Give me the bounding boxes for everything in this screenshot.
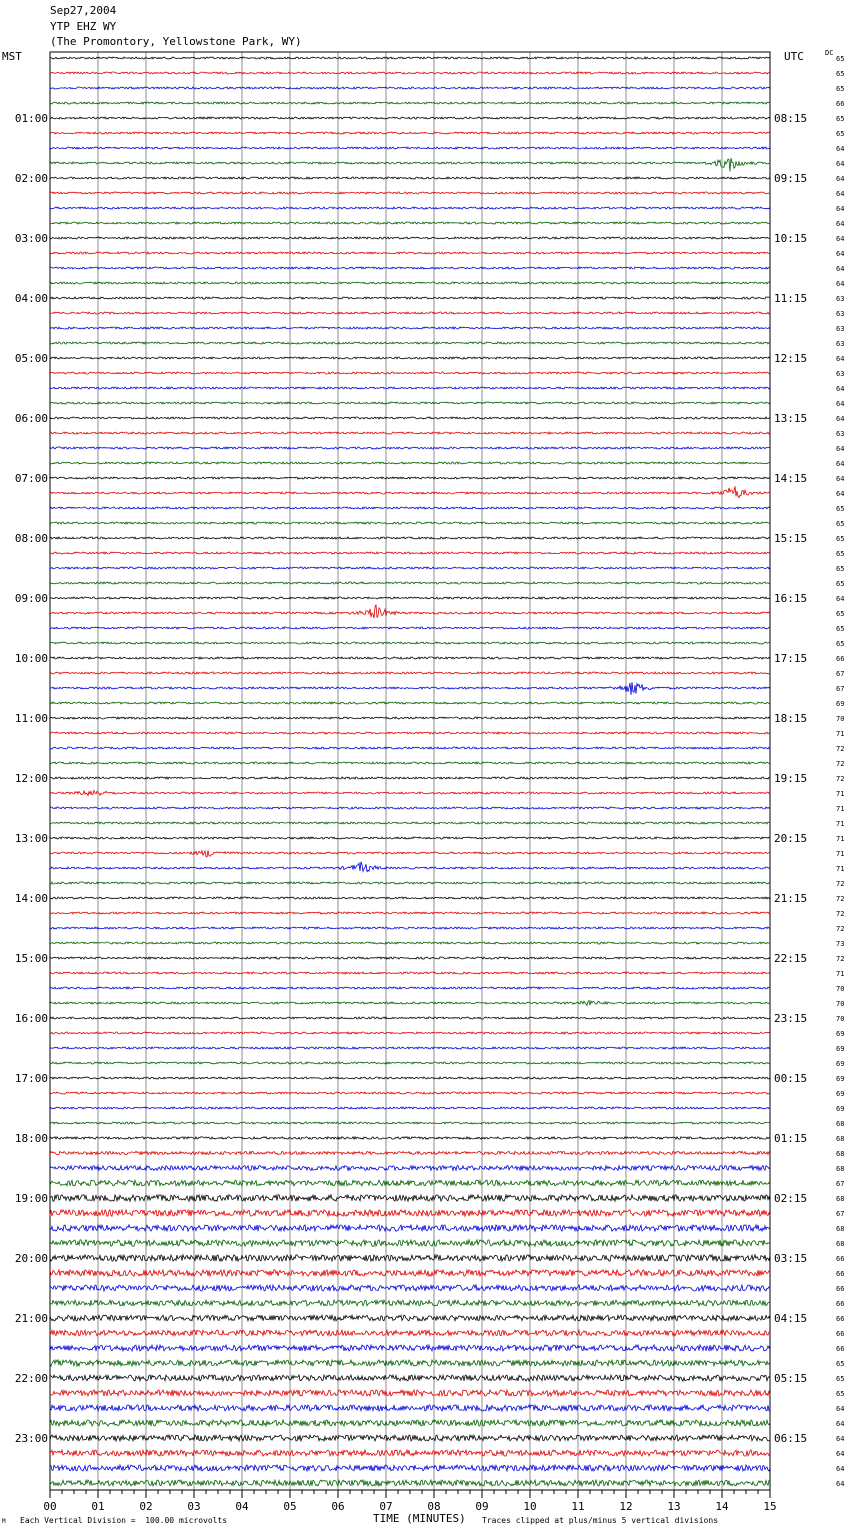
dc-offset-label: 64 <box>836 400 845 408</box>
left-hour-label: 17:00 <box>14 1072 48 1085</box>
dc-offset-label: 65 <box>836 55 845 63</box>
right-hour-label: 12:15 <box>774 352 808 365</box>
left-hour-label: 20:00 <box>14 1252 48 1265</box>
seismic-trace <box>50 222 770 224</box>
dc-offset-label: 64 <box>836 595 845 603</box>
left-hour-label: 10:00 <box>14 652 48 665</box>
dc-offset-label: 65 <box>836 115 845 123</box>
dc-offset-label: 64 <box>836 1405 845 1413</box>
dc-offset-label: 69 <box>836 1060 845 1068</box>
x-tick-label: 13 <box>667 1500 681 1513</box>
dc-offset-label: 65 <box>836 1360 845 1368</box>
seismic-trace <box>50 682 770 695</box>
seismic-trace <box>50 1210 770 1216</box>
seismic-trace <box>50 791 770 796</box>
seismic-trace <box>50 1345 770 1351</box>
seismic-trace <box>50 1435 770 1441</box>
right-hour-label: 21:15 <box>774 892 808 905</box>
right-hour-label: 17:15 <box>774 652 808 665</box>
seismic-trace <box>50 147 770 149</box>
dc-offset-label: 64 <box>836 205 845 213</box>
x-tick-label: 08 <box>427 1500 441 1513</box>
seismic-trace <box>50 822 770 824</box>
seismic-trace <box>50 387 770 389</box>
dc-offset-label: 65 <box>836 535 845 543</box>
x-tick-label: 04 <box>235 1500 249 1513</box>
right-hour-label: 00:15 <box>774 1072 808 1085</box>
right-hour-label: 09:15 <box>774 172 808 185</box>
x-tick-label: 01 <box>91 1500 105 1513</box>
dc-offset-label: 65 <box>836 1390 845 1398</box>
seismic-trace <box>50 357 770 359</box>
right-hour-label: 04:15 <box>774 1312 808 1325</box>
seismic-trace <box>50 1390 770 1396</box>
seismic-trace <box>50 642 770 644</box>
seismic-trace <box>50 1151 770 1154</box>
dc-offset-label: 65 <box>836 610 845 618</box>
dc-offset-label: 65 <box>836 520 845 528</box>
seismic-trace <box>50 417 770 419</box>
seismic-trace <box>50 882 770 884</box>
seismic-trace <box>50 657 770 659</box>
seismic-trace <box>50 1195 770 1201</box>
right-hour-label: 02:15 <box>774 1192 808 1205</box>
seismic-trace <box>50 1330 770 1336</box>
right-hour-label: 22:15 <box>774 952 808 965</box>
dc-offset-label: 65 <box>836 130 845 138</box>
left-hour-label: 13:00 <box>14 832 48 845</box>
seismic-trace <box>50 1001 770 1006</box>
seismic-trace <box>50 1270 770 1276</box>
dc-offset-label: 64 <box>836 280 845 288</box>
seismic-trace <box>50 57 770 59</box>
seismic-trace <box>50 1240 770 1246</box>
x-tick-label: 07 <box>379 1500 393 1513</box>
dc-offset-label: 65 <box>836 85 845 93</box>
dc-offset-label: 64 <box>836 1480 845 1488</box>
seismic-trace <box>50 927 770 929</box>
seismic-trace <box>50 432 770 434</box>
header-date: Sep27,2004 <box>50 4 117 17</box>
dc-offset-label: 66 <box>836 100 845 108</box>
dc-offset-label: 64 <box>836 1465 845 1473</box>
right-hour-label: 11:15 <box>774 292 808 305</box>
dc-offset-label: 72 <box>836 880 845 888</box>
right-hour-label: 13:15 <box>774 412 808 425</box>
seismic-trace <box>50 1225 770 1231</box>
seismic-trace <box>50 762 770 764</box>
dc-offset-label: 72 <box>836 925 845 933</box>
right-hour-label: 05:15 <box>774 1372 808 1385</box>
seismic-trace <box>50 192 770 194</box>
dc-offset-label: 64 <box>836 160 845 168</box>
dc-offset-label: 64 <box>836 235 845 243</box>
dc-offset-label: 68 <box>836 1195 845 1203</box>
right-hour-label: 16:15 <box>774 592 808 605</box>
dc-offset-label: 71 <box>836 865 845 873</box>
seismic-trace <box>50 87 770 89</box>
dc-offset-label: 68 <box>836 1225 845 1233</box>
left-hour-label: 04:00 <box>14 292 48 305</box>
dc-offset-label: 68 <box>836 1135 845 1143</box>
x-tick-label: 14 <box>715 1500 729 1513</box>
x-tick-label: 06 <box>331 1500 345 1513</box>
x-tick-label: 09 <box>475 1500 489 1513</box>
dc-offset-label: 64 <box>836 265 845 273</box>
seismic-trace <box>50 1032 770 1034</box>
seismic-trace <box>50 372 770 374</box>
dc-offset-label: 64 <box>836 145 845 153</box>
seismic-trace <box>50 117 770 119</box>
header-station: YTP EHZ WY <box>50 20 117 33</box>
seismic-trace <box>50 1450 770 1456</box>
seismic-trace <box>50 1375 770 1381</box>
dc-label: DC <box>825 49 834 57</box>
x-tick-label: 03 <box>187 1500 201 1513</box>
right-hour-label: 06:15 <box>774 1432 808 1445</box>
dc-offset-label: 65 <box>836 565 845 573</box>
x-tick-label: 02 <box>139 1500 153 1513</box>
dc-offset-label: 71 <box>836 850 845 858</box>
left-hour-label: 09:00 <box>14 592 48 605</box>
seismic-trace <box>50 522 770 524</box>
left-hour-label: 23:00 <box>14 1432 48 1445</box>
seismic-trace <box>50 1062 770 1064</box>
right-hour-label: 15:15 <box>774 532 808 545</box>
left-hour-label: 02:00 <box>14 172 48 185</box>
dc-offset-label: 63 <box>836 340 845 348</box>
seismic-trace <box>50 267 770 269</box>
dc-offset-label: 63 <box>836 310 845 318</box>
left-hour-label: 03:00 <box>14 232 48 245</box>
x-tick-label: 15 <box>763 1500 777 1513</box>
seismic-trace <box>50 447 770 449</box>
left-hour-label: 14:00 <box>14 892 48 905</box>
dc-offset-label: 65 <box>836 70 845 78</box>
dc-offset-label: 66 <box>836 655 845 663</box>
seismic-trace <box>50 597 770 599</box>
dc-offset-label: 69 <box>836 1030 845 1038</box>
dc-offset-label: 64 <box>836 190 845 198</box>
dc-offset-label: 64 <box>836 1420 845 1428</box>
dc-offset-label: 65 <box>836 625 845 633</box>
seismic-trace <box>50 1122 770 1124</box>
left-hour-label: 11:00 <box>14 712 48 725</box>
dc-offset-label: 66 <box>836 1315 845 1323</box>
seismic-trace <box>50 702 770 704</box>
dc-offset-label: 66 <box>836 1345 845 1353</box>
dc-offset-label: 72 <box>836 895 845 903</box>
dc-offset-label: 63 <box>836 295 845 303</box>
dc-offset-label: 72 <box>836 955 845 963</box>
left-hour-label: 19:00 <box>14 1192 48 1205</box>
seismic-trace <box>50 327 770 329</box>
utc-label: UTC <box>784 50 804 63</box>
left-hour-label: 07:00 <box>14 472 48 485</box>
dc-offset-label: 65 <box>836 550 845 558</box>
right-hour-label: 03:15 <box>774 1252 808 1265</box>
seismic-trace <box>50 957 770 959</box>
seismic-trace <box>50 252 770 254</box>
seismic-trace <box>50 1017 770 1019</box>
seismic-trace <box>50 237 770 239</box>
dc-offset-label: 66 <box>836 1270 845 1278</box>
seismic-trace <box>50 158 770 171</box>
x-tick-label: 12 <box>619 1500 633 1513</box>
left-hour-label: 22:00 <box>14 1372 48 1385</box>
seismic-trace <box>50 987 770 989</box>
right-hour-label: 10:15 <box>774 232 808 245</box>
x-tick-label: 00 <box>43 1500 57 1513</box>
seismic-trace <box>50 912 770 914</box>
seismic-trace <box>50 1180 770 1186</box>
seismic-trace <box>50 862 770 872</box>
left-hour-label: 06:00 <box>14 412 48 425</box>
seismic-trace <box>50 850 770 857</box>
footer-mark: M <box>2 1518 6 1525</box>
left-hour-label: 21:00 <box>14 1312 48 1325</box>
dc-offset-label: 72 <box>836 760 845 768</box>
dc-offset-label: 64 <box>836 250 845 258</box>
seismic-trace <box>50 732 770 734</box>
seismic-trace <box>50 1047 770 1049</box>
dc-offset-label: 64 <box>836 1450 845 1458</box>
seismic-trace <box>50 777 770 779</box>
dc-offset-label: 64 <box>836 1435 845 1443</box>
dc-offset-label: 67 <box>836 1210 845 1218</box>
seismic-trace <box>50 747 770 749</box>
seismic-trace <box>50 342 770 344</box>
x-axis-title: TIME (MINUTES) <box>373 1512 466 1525</box>
seismic-trace <box>50 897 770 899</box>
dc-offset-label: 64 <box>836 460 845 468</box>
seismic-trace <box>50 1107 770 1109</box>
dc-offset-label: 72 <box>836 775 845 783</box>
clip-note: Traces clipped at plus/minus 5 vertical divisions <box>482 1516 719 1525</box>
seismic-trace <box>50 717 770 719</box>
x-tick-label: 05 <box>283 1500 297 1513</box>
dc-offset-label: 69 <box>836 1045 845 1053</box>
dc-offset-label: 71 <box>836 970 845 978</box>
dc-offset-label: 69 <box>836 1090 845 1098</box>
dc-offset-label: 71 <box>836 820 845 828</box>
seismic-trace <box>50 486 770 498</box>
dc-offset-label: 70 <box>836 715 845 723</box>
seismic-trace <box>50 537 770 539</box>
dc-offset-label: 71 <box>836 730 845 738</box>
dc-offset-label: 64 <box>836 220 845 228</box>
dc-offset-label: 65 <box>836 1375 845 1383</box>
dc-offset-label: 66 <box>836 1255 845 1263</box>
seismic-trace <box>50 177 770 179</box>
seismic-trace <box>50 605 770 619</box>
dc-offset-label: 71 <box>836 835 845 843</box>
dc-offset-label: 64 <box>836 355 845 363</box>
dc-offset-label: 68 <box>836 1120 845 1128</box>
dc-offset-label: 72 <box>836 910 845 918</box>
left-hour-label: 01:00 <box>14 112 48 125</box>
seismic-trace <box>50 207 770 209</box>
dc-offset-label: 69 <box>836 1075 845 1083</box>
dc-offset-label: 64 <box>836 490 845 498</box>
seismic-trace <box>50 462 770 464</box>
seismic-trace <box>50 627 770 629</box>
seismic-trace <box>50 837 770 839</box>
seismic-trace <box>50 1300 770 1306</box>
seismic-trace <box>50 552 770 554</box>
dc-offset-label: 69 <box>836 1105 845 1113</box>
dc-offset-label: 67 <box>836 685 845 693</box>
left-hour-label: 12:00 <box>14 772 48 785</box>
dc-offset-label: 71 <box>836 805 845 813</box>
seismic-trace <box>50 1166 770 1171</box>
dc-offset-label: 67 <box>836 1180 845 1188</box>
dc-offset-label: 63 <box>836 430 845 438</box>
seismic-trace <box>50 507 770 509</box>
right-hour-label: 23:15 <box>774 1012 808 1025</box>
seismic-trace <box>50 1092 770 1094</box>
dc-offset-label: 63 <box>836 325 845 333</box>
left-hour-label: 15:00 <box>14 952 48 965</box>
seismic-trace <box>50 1137 770 1139</box>
dc-offset-label: 64 <box>836 445 845 453</box>
left-hour-label: 05:00 <box>14 352 48 365</box>
dc-offset-label: 65 <box>836 505 845 513</box>
right-hour-label: 19:15 <box>774 772 808 785</box>
seismic-trace <box>50 567 770 569</box>
right-hour-label: 01:15 <box>774 1132 808 1145</box>
dc-offset-label: 70 <box>836 1000 845 1008</box>
seismic-trace <box>50 312 770 314</box>
dc-offset-label: 67 <box>836 670 845 678</box>
seismic-trace <box>50 102 770 104</box>
dc-offset-label: 66 <box>836 1330 845 1338</box>
seismic-trace <box>50 1255 770 1261</box>
dc-offset-label: 63 <box>836 370 845 378</box>
dc-offset-label: 71 <box>836 790 845 798</box>
seismic-trace <box>50 672 770 674</box>
seismic-trace <box>50 1480 770 1486</box>
header-location: (The Promontory, Yellowstone Park, WY) <box>50 35 302 48</box>
seismic-trace <box>50 1465 770 1471</box>
dc-offset-label: 64 <box>836 415 845 423</box>
dc-offset-label: 65 <box>836 580 845 588</box>
mst-label: MST <box>2 50 22 63</box>
dc-offset-label: 72 <box>836 745 845 753</box>
seismic-trace <box>50 807 770 809</box>
dc-offset-label: 68 <box>836 1240 845 1248</box>
dc-offset-label: 68 <box>836 1165 845 1173</box>
seismic-trace <box>50 72 770 74</box>
dc-offset-label: 66 <box>836 1300 845 1308</box>
seismic-trace <box>50 477 770 479</box>
left-hour-label: 08:00 <box>14 532 48 545</box>
dc-offset-label: 64 <box>836 475 845 483</box>
seismic-trace <box>50 1360 770 1366</box>
x-tick-label: 10 <box>523 1500 537 1513</box>
seismic-trace <box>50 297 770 299</box>
seismic-trace <box>50 1285 770 1291</box>
seismic-trace <box>50 282 770 284</box>
left-hour-label: 16:00 <box>14 1012 48 1025</box>
x-tick-label: 11 <box>571 1500 585 1513</box>
seismic-trace <box>50 942 770 944</box>
dc-offset-label: 66 <box>836 1285 845 1293</box>
dc-offset-label: 70 <box>836 1015 845 1023</box>
dc-offset-label: 69 <box>836 700 845 708</box>
dc-offset-label: 68 <box>836 1150 845 1158</box>
right-hour-label: 14:15 <box>774 472 808 485</box>
scale-note: Each Vertical Division = 100.00 microvolts <box>20 1516 228 1525</box>
right-hour-label: 08:15 <box>774 112 808 125</box>
right-hour-label: 18:15 <box>774 712 808 725</box>
dc-offset-label: 64 <box>836 385 845 393</box>
seismic-trace <box>50 1315 770 1321</box>
seismic-trace <box>50 972 770 974</box>
seismic-trace <box>50 582 770 584</box>
dc-offset-label: 65 <box>836 640 845 648</box>
left-hour-label: 18:00 <box>14 1132 48 1145</box>
dc-offset-label: 64 <box>836 175 845 183</box>
dc-offset-label: 70 <box>836 985 845 993</box>
seismic-trace <box>50 132 770 134</box>
seismic-trace <box>50 402 770 404</box>
seismic-trace <box>50 1405 770 1411</box>
seismic-trace <box>50 1420 770 1426</box>
right-hour-label: 20:15 <box>774 832 808 845</box>
seismic-trace <box>50 1077 770 1079</box>
dc-offset-label: 73 <box>836 940 845 948</box>
